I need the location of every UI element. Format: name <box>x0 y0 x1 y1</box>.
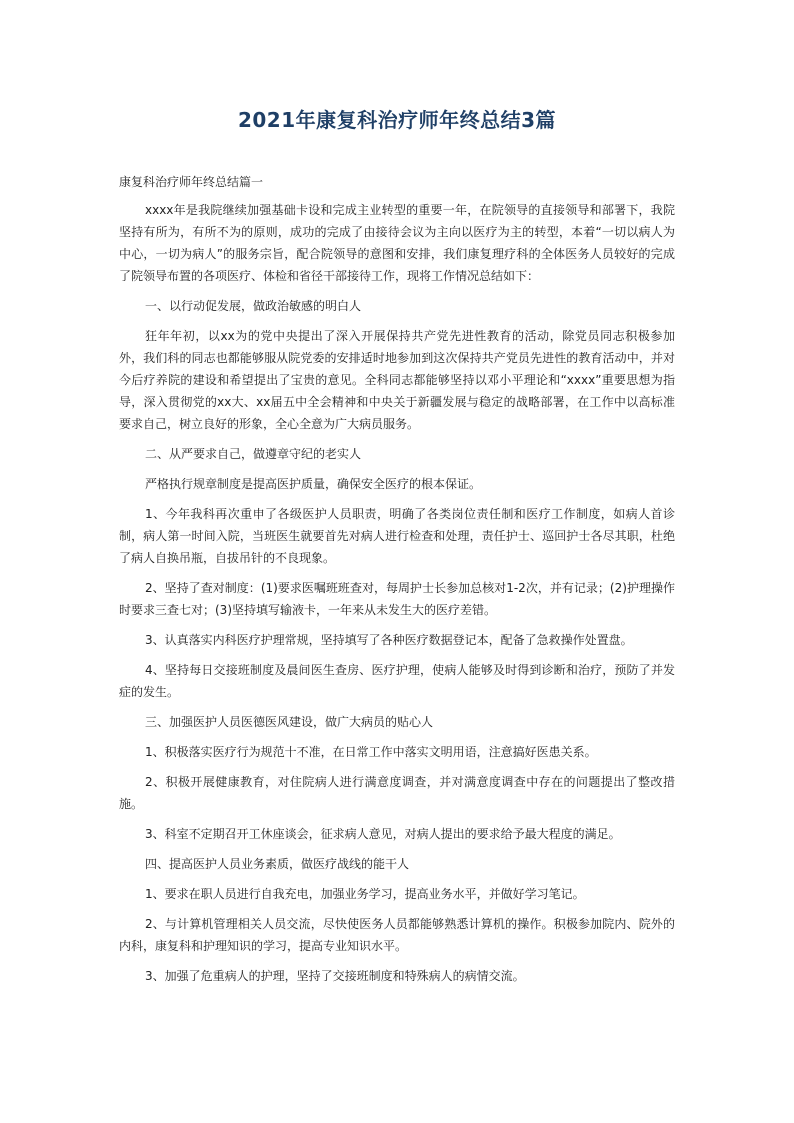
section-heading: 四、提高医护人员业务素质，做医疗战线的能干人 <box>145 857 410 871</box>
section-heading: 二、从严要求自己，做遵章守纪的老实人 <box>145 447 362 461</box>
section-heading: 一、以行动促发展，做政治敏感的明白人 <box>145 299 362 313</box>
section-subtitle: 康复科治疗师年终总结篇一 <box>119 175 264 189</box>
paragraph: 2、与计算机管理相关人员交流，尽快使医务人员都能够熟悉计算机的操作。积极参加院内、院外的内科，康复科和护理知识的学习，提高专业知识水平。 <box>119 917 675 953</box>
paragraph: 4、坚持每日交接班制度及晨间医生查房、医疗护理，使病人能够及时得到诊断和治疗，预防了并发症的发生。 <box>119 663 675 699</box>
paragraph: 1、今年我科再次重申了各级医护人员职责，明确了各类岗位责任制和医疗工作制度，如病人首诊制，病人第一时间入院，当班医生就要首先对病人进行检查和处理，责任护士、巡回护士各尽其职，杜绝了病人自换吊瓶，自拔吊针的不良现象。 <box>119 507 675 565</box>
section-heading: 三、加强医护人员医德医风建设，做广大病员的贴心人 <box>145 715 434 729</box>
paragraph: 3、科室不定期召开工休座谈会，征求病人意见，对病人提出的要求给予最大程度的满足。 <box>145 827 621 841</box>
paragraph: 1、要求在职人员进行自我充电，加强业务学习，提高业务水平，并做好学习笔记。 <box>145 887 585 901</box>
document-title: 2021年康复科治疗师年终总结3篇 <box>237 108 557 132</box>
paragraph: 严格执行规章制度是提高医护质量，确保安全医疗的根本保证。 <box>145 477 482 491</box>
paragraph: 3、认真落实内科医疗护理常规，坚持填写了各种医疗数据登记本，配备了急救操作处置盘。 <box>145 633 633 647</box>
paragraph: 3、加强了危重病人的护理，坚持了交接班制度和特殊病人的病情交流。 <box>145 969 525 983</box>
paragraph: 2、积极开展健康教育，对住院病人进行满意度调查，并对满意度调查中存在的问题提出了整改措施。 <box>119 775 675 811</box>
paragraph: 2、坚持了查对制度：(1)要求医嘱班班查对，每周护士长参加总核对1-2次，并有记录；(2)护理操作时要求三查七对；(3)坚持填写输液卡，一年来从未发生大的医疗差错。 <box>119 581 675 617</box>
paragraph: 狂年年初，以xx为的党中央提出了深入开展保持共产党先进性教育的活动，除党员同志积极参加外，我们科的同志也都能够服从院党委的安排适时地参加到这次保持共产党员先进性的教育活动中，并对今后疗养院的建设和希望提出了宝贵的意见。全科同志都能够坚持以邓小平理论和“xxxx”重要思想为指导，深入贯彻党的xx大、xx届五中全会精神和中央关于新疆发展与稳定的战略部署，在工作中以高标准要求自己，树立良好的形象，全心全意为广大病员服务。 <box>119 329 675 431</box>
paragraph: 1、积极落实医疗行为规范十不准，在日常工作中落实文明用语，注意搞好医患关系。 <box>145 745 597 759</box>
document-body <box>119 171 675 987</box>
paragraph: xxxx年是我院继续加强基础卡设和完成主业转型的重要一年，在院领导的直接领导和部署下，我院坚持有所为，有所不为的原则，成功的完成了由接待会议为主向以医疗为主的转型，本着“一切以病人为中心，一切为病人”的服务宗旨，配合院领导的意图和安排，我们康复理疗科的全体医务人员较好的完成了院领导布置的各项医疗、体检和省径干部接待工作，现将工作情况总结如下： <box>119 203 675 283</box>
